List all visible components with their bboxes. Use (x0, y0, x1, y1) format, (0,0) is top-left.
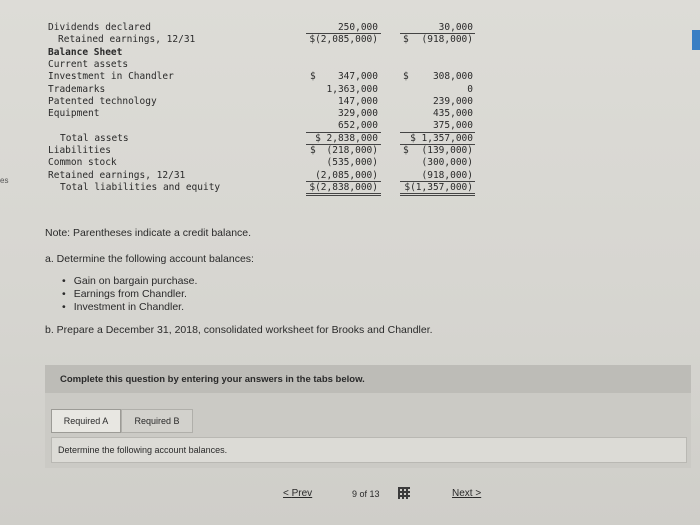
chandler-value: 435,000 (432, 108, 473, 119)
scroll-indicator (692, 30, 700, 50)
tab-required-b[interactable]: Required B (121, 409, 193, 433)
underline-rule (400, 33, 475, 34)
underline-rule (400, 144, 475, 145)
statement-label: Retained earnings, 12/31 (58, 34, 196, 45)
underline-rule (400, 181, 475, 182)
chandler-value: 30,000 (438, 22, 473, 33)
underline-rule (306, 33, 381, 34)
next-label[interactable]: Next (452, 488, 473, 499)
underline-rule (306, 193, 381, 194)
prev-label[interactable]: Prev (291, 488, 313, 499)
account-list (62, 275, 197, 314)
underline-rule (400, 132, 475, 133)
question-b: b. Prepare a December 31, 2018, consolidated worksheet for Brooks and Chandler. (45, 324, 433, 336)
statement-label: Current assets (48, 59, 129, 70)
chandler-value: 308,000 (432, 71, 473, 82)
chandler-value: 375,000 (432, 120, 473, 131)
dollar-sign: $ (310, 145, 316, 156)
brooks-value: 250,000 (337, 22, 378, 33)
chandler-value: $(1,357,000) (404, 182, 473, 193)
underline-rule (400, 193, 475, 194)
statement-label: Total assets (60, 133, 129, 144)
chandler-value: (300,000) (421, 157, 473, 168)
dollar-sign: $ (403, 145, 409, 156)
statement-label: Investment in Chandler (48, 71, 174, 82)
brooks-value: 147,000 (337, 96, 378, 107)
note-text: Note: Parentheses indicate a credit balance. (45, 227, 252, 239)
brooks-value: $(2,085,000) (309, 34, 378, 45)
underline-rule (306, 195, 381, 196)
statement-label: Equipment (48, 108, 100, 119)
statement-label: Patented technology (48, 96, 157, 107)
statement-label: Dividends declared (48, 22, 151, 33)
chandler-value: 0 (467, 84, 473, 95)
statement-label: Total liabilities and equity (60, 182, 221, 193)
dollar-sign: $ (310, 71, 316, 82)
underline-rule (400, 195, 475, 196)
list-item: • Investment in Chandler. (62, 301, 197, 314)
instruction-text: Determine the following account balances. (58, 445, 228, 455)
banner-text: Complete this question by entering your answers in the tabs below. (60, 374, 365, 385)
underline-rule (306, 132, 381, 133)
statement-label: Common stock (48, 157, 117, 168)
tabs-panel (45, 393, 691, 468)
tab-instruction (51, 437, 687, 463)
question-a: a. Determine the following account balances: (45, 253, 254, 265)
underline-rule (306, 144, 381, 145)
brooks-value: 329,000 (337, 108, 378, 119)
brooks-value: $ 2,838,000 (315, 133, 378, 144)
brooks-value: 1,363,000 (326, 84, 378, 95)
list-item: • Gain on bargain purchase. (62, 275, 197, 288)
prev-link[interactable]: < Prev (283, 488, 313, 499)
chandler-value: (918,000) (421, 170, 473, 181)
edge-text: es (0, 176, 9, 185)
underline-rule (306, 181, 381, 182)
brooks-value: 347,000 (337, 71, 378, 82)
brooks-value: (2,085,000) (315, 170, 378, 181)
page-indicator: 9 of 13 (352, 489, 380, 499)
brooks-value: (535,000) (326, 157, 378, 168)
statement-label: Retained earnings, 12/31 (48, 170, 186, 181)
dollar-sign: $ (403, 34, 409, 45)
tab-required-a[interactable]: Required A (51, 409, 121, 433)
brooks-value: (218,000) (326, 145, 378, 156)
dollar-sign: $ (403, 71, 409, 82)
chandler-value: (918,000) (421, 34, 473, 45)
list-item: • Earnings from Chandler. (62, 288, 197, 301)
brooks-value: 652,000 (337, 120, 378, 131)
statement-label: Trademarks (48, 84, 106, 95)
chandler-value: (139,000) (421, 145, 473, 156)
instruction-banner (45, 365, 691, 393)
financial-statement-table (48, 22, 488, 212)
statement-label: Balance Sheet (48, 47, 123, 58)
next-link[interactable]: Next > (452, 488, 482, 499)
statement-label: Liabilities (48, 145, 111, 156)
chandler-value: 239,000 (432, 96, 473, 107)
grid-icon[interactable] (398, 487, 410, 499)
chandler-value: $ 1,357,000 (410, 133, 473, 144)
brooks-value: $(2,838,000) (309, 182, 378, 193)
